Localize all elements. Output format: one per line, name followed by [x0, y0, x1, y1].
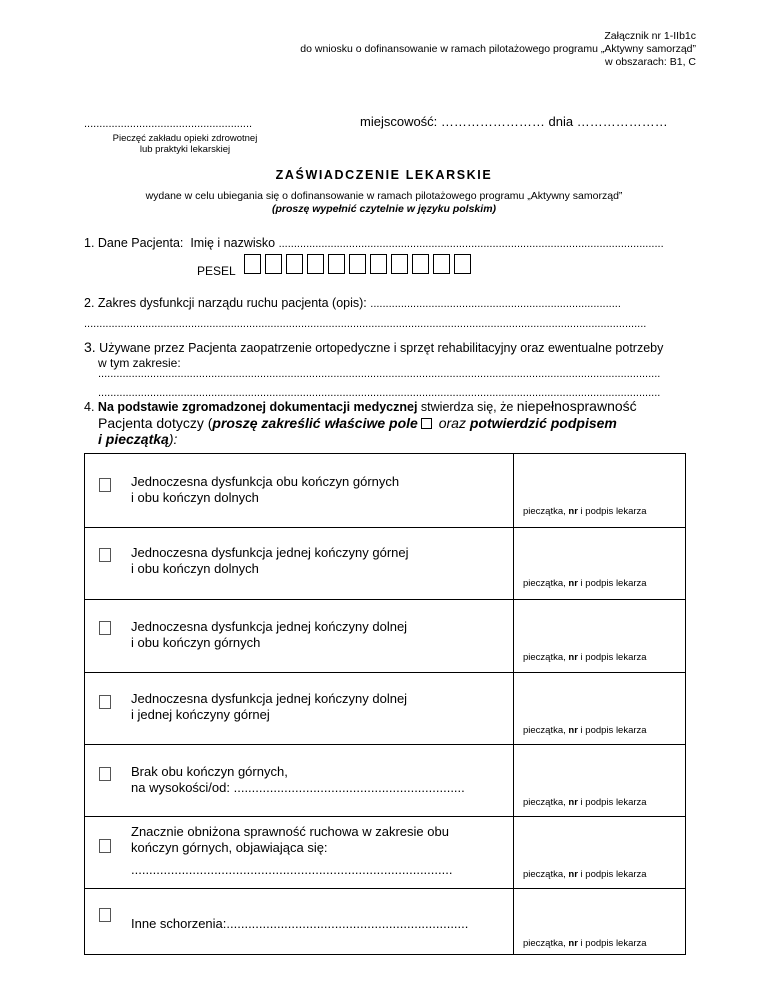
option-7-signature-field[interactable] [523, 938, 647, 949]
pesel-digit-box[interactable] [370, 254, 387, 274]
name-label: Imię i nazwisko [190, 236, 276, 250]
option-5-line-1: Brak obu kończyn górnych, [131, 764, 288, 779]
option-6-signature-field[interactable] [523, 869, 647, 880]
section-4-bold: Na podstawie zgromadzonej dokumentacji medycznej [97, 400, 418, 414]
section-4-num: 4. [84, 400, 95, 414]
section-1-name-line[interactable] [84, 236, 688, 250]
header-line-2: do wniosku o dofinansowanie w ramach pilotażowego programu „Aktywny samorząd” [300, 43, 696, 55]
option-5-checkbox[interactable] [99, 767, 111, 781]
stamp-note-prefix: pieczątka, [523, 797, 569, 808]
section-4-line2-c: oraz [434, 415, 470, 431]
section-4-line2-d: potwierdzić podpisem [469, 415, 617, 431]
option-6-line-3[interactable]: ......................................................................................... [131, 862, 453, 877]
section-3-field-1[interactable]: ........................................................................................................................................................................................ [98, 368, 661, 380]
option-7-text[interactable] [131, 916, 511, 932]
option-6-checkbox[interactable] [99, 839, 111, 853]
pesel-boxes[interactable] [244, 254, 471, 274]
option-1-signature-field[interactable] [523, 506, 647, 517]
document-subtitle [0, 190, 768, 216]
section-3-text-1: Używane przez Pacjenta zaopatrzenie ortopedyczne i sprzęt rehabilitacyjny oraz ewentualne potrzeby [99, 341, 664, 355]
option-5-text [131, 764, 511, 796]
pesel-digit-box[interactable] [349, 254, 366, 274]
attachment-header [300, 30, 696, 69]
pesel-digit-box[interactable] [328, 254, 345, 274]
place-date-field[interactable]: miejscowość: …………………… dnia ………………… [360, 114, 668, 129]
pesel-digit-box[interactable] [391, 254, 408, 274]
option-5-line-2[interactable]: na wysokości/od: ................................................................ [131, 780, 465, 795]
stamp-note-suffix: i podpis lekarza [577, 869, 647, 880]
stamp-label [100, 133, 270, 155]
section-4-line2-a: Pacjenta dotyczy ( [98, 415, 213, 431]
option-6-line-2: kończyn górnych, objawiająca się: [131, 840, 328, 855]
stamp-note-nr: nr [568, 506, 578, 517]
option-6-line-1: Znacznie obniżona sprawność ruchowa w zakresie obu [131, 824, 449, 839]
stamp-note-prefix: pieczątka, [523, 652, 569, 663]
subtitle-line-2: (proszę wypełnić czytelnie w języku polskim) [271, 203, 497, 215]
row-divider [85, 744, 685, 745]
pesel-digit-box[interactable] [307, 254, 324, 274]
pesel-digit-box[interactable] [265, 254, 282, 274]
option-4-line-2: i jednej kończyny górnej [131, 707, 270, 722]
option-4-text [131, 691, 511, 723]
stamp-note-nr: nr [568, 938, 578, 949]
section-4-line2-b: proszę zakreślić właściwe pole [212, 415, 418, 431]
section-2-line[interactable] [84, 296, 688, 310]
section-3-num: 3. [84, 340, 96, 355]
option-7-checkbox[interactable] [99, 908, 111, 922]
option-4-signature-field[interactable] [523, 725, 647, 736]
stamp-field[interactable]: ....................................................... [84, 118, 253, 130]
stamp-note-suffix: i podpis lekarza [577, 797, 647, 808]
pesel-digit-box[interactable] [286, 254, 303, 274]
stamp-note-nr: nr [568, 652, 578, 663]
name-field[interactable]: .............................................................................................................................. [278, 238, 664, 250]
stamp-note-prefix: pieczątka, [523, 938, 569, 949]
stamp-note-suffix: i podpis lekarza [577, 938, 647, 949]
option-1-line-1: Jednoczesna dysfunkcja obu kończyn górnych [131, 474, 400, 489]
option-2-line-2: i obu kończyn dolnych [131, 561, 259, 576]
section-2-field-2[interactable]: ........................................................................................................................................................................................ [84, 318, 647, 330]
option-1-checkbox[interactable] [99, 478, 111, 492]
option-3-checkbox[interactable] [99, 621, 111, 635]
stamp-note-prefix: pieczątka, [523, 725, 569, 736]
header-line-3: w obszarach: B1, C [604, 56, 696, 68]
section-4-disability: niepełnosprawność [516, 398, 637, 414]
section-4-text [84, 398, 688, 447]
pesel-digit-box[interactable] [412, 254, 429, 274]
document-title: ZAŚWIADCZENIE LEKARSKIE [275, 168, 493, 182]
disability-options-table [84, 453, 686, 955]
pesel-digit-box[interactable] [244, 254, 261, 274]
option-7-line-1[interactable]: Inne schorzenia:................................................................... [131, 916, 469, 931]
section-3-field-2[interactable]: ........................................................................................................................................................................................ [98, 387, 661, 399]
section-4-line3-end: ): [168, 431, 178, 447]
stamp-note-prefix: pieczątka, [523, 578, 569, 589]
row-divider [85, 527, 685, 528]
stamp-note-suffix: i podpis lekarza [577, 578, 647, 589]
pesel-label: PESEL [197, 264, 236, 278]
option-4-checkbox[interactable] [99, 695, 111, 709]
pesel-digit-box[interactable] [454, 254, 471, 274]
option-2-text [131, 545, 511, 577]
stamp-note-suffix: i podpis lekarza [577, 652, 647, 663]
section-3-text-2: w tym zakresie: [98, 356, 181, 370]
option-4-line-1: Jednoczesna dysfunkcja jednej kończyny dolnej [131, 691, 408, 706]
option-3-signature-field[interactable] [523, 652, 647, 663]
pesel-digit-box[interactable] [433, 254, 450, 274]
stamp-note-prefix: pieczątka, [523, 869, 569, 880]
subtitle-line-1: wydane w celu ubiegania się o dofinansowanie w ramach pilotażowego programu „Aktywny samorząd” [145, 190, 623, 202]
header-line-1: Załącznik nr 1-IIb1c [604, 30, 696, 42]
row-divider [85, 816, 685, 817]
section-2-field-1[interactable]: .................................................................................. [370, 298, 621, 310]
stamp-label-line-1: Pieczęć zakładu opieki zdrowotnej [112, 133, 258, 144]
stamp-note-prefix: pieczątka, [523, 506, 569, 517]
table-divider [513, 454, 514, 954]
option-3-line-1: Jednoczesna dysfunkcja jednej kończyny dolnej [131, 619, 408, 634]
stamp-label-line-2: lub praktyki lekarskiej [139, 144, 231, 155]
stamp-note-suffix: i podpis lekarza [577, 506, 647, 517]
option-2-line-1: Jednoczesna dysfunkcja jednej kończyny górnej [131, 545, 409, 560]
option-1-line-2: i obu kończyn dolnych [131, 490, 259, 505]
option-3-line-2: i obu kończyn górnych [131, 635, 261, 650]
option-1-text [131, 474, 511, 506]
section-2-label: 2. Zakres dysfunkcji narządu ruchu pacjenta (opis): [84, 296, 367, 310]
row-divider [85, 599, 685, 600]
option-2-signature-field[interactable] [523, 578, 647, 589]
stamp-note-suffix: i podpis lekarza [577, 725, 647, 736]
stamp-note-nr: nr [568, 797, 578, 808]
section-4-line3: i pieczątką [98, 431, 169, 447]
section-3 [84, 340, 688, 356]
section-1-label: 1. Dane Pacjenta: [84, 236, 184, 250]
row-divider [85, 888, 685, 889]
row-divider [85, 672, 685, 673]
square-icon [421, 418, 432, 429]
option-2-checkbox[interactable] [99, 548, 111, 562]
section-4-normal: stwierdza się, że [417, 400, 517, 414]
stamp-note-nr: nr [568, 725, 578, 736]
option-3-text [131, 619, 511, 651]
stamp-note-nr: nr [568, 869, 578, 880]
option-6-text [131, 824, 511, 878]
stamp-note-nr: nr [568, 578, 578, 589]
option-5-signature-field[interactable] [523, 797, 647, 808]
